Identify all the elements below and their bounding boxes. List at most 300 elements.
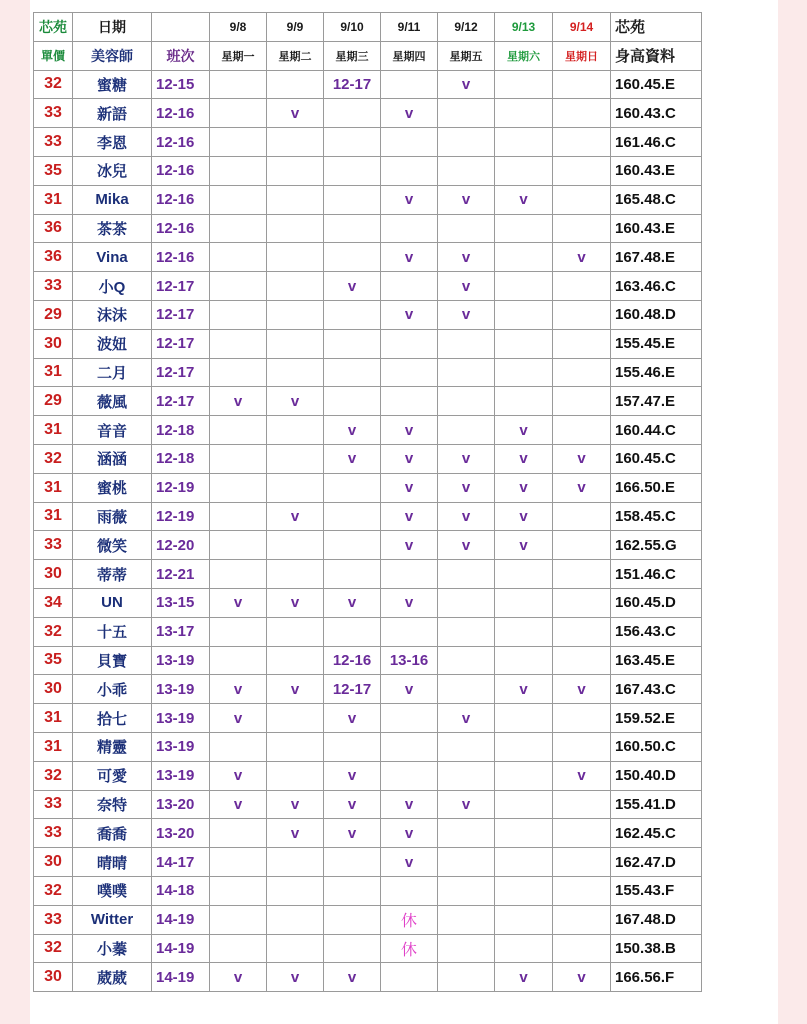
table-row [34,819,702,848]
day-cell [438,214,495,243]
day-cell [381,70,438,99]
day-cell [267,876,324,905]
stats-cell: 163.45.E [611,646,702,675]
stats-column-header: 身高資料 [611,41,702,70]
day-cell [553,214,611,243]
day-cell [553,646,611,675]
table-row [34,185,702,214]
table-row [34,214,702,243]
day-cell: v [438,300,495,329]
day-cell [267,214,324,243]
day-cell [495,819,553,848]
day-cell [210,876,267,905]
day-cell [438,675,495,704]
day-cell [495,300,553,329]
day-cell [495,876,553,905]
beautician-name-cell: 貝寶 [73,646,152,675]
day-cell: v [324,444,381,473]
header-row-labels [34,41,702,70]
day-cell [495,646,553,675]
beautician-name-cell: 噗噗 [73,876,152,905]
day-cell [553,99,611,128]
day-cell [553,617,611,646]
stats-cell: 166.56.F [611,963,702,992]
day-cell [381,876,438,905]
day-cell [381,156,438,185]
day-cell: v [553,675,611,704]
beautician-name-cell: 精靈 [73,732,152,761]
day-cell: 12-17 [324,675,381,704]
table-row [34,243,702,272]
stats-cell: 162.55.G [611,531,702,560]
beautician-name-cell: 蜜桃 [73,473,152,502]
stats-cell: 159.52.E [611,704,702,733]
day-cell [438,128,495,157]
day-cell [495,848,553,877]
price-cell: 33 [34,272,73,301]
shift-cell: 12-18 [152,416,210,445]
weekday-header: 星期三 [324,41,381,70]
stats-cell: 150.38.B [611,934,702,963]
day-cell [324,300,381,329]
price-cell: 32 [34,876,73,905]
stats-cell: 150.40.D [611,761,702,790]
day-cell: v [324,416,381,445]
stats-cell: 160.43.E [611,156,702,185]
weekday-header-sunday: 星期日 [553,41,611,70]
day-cell: v [324,963,381,992]
price-cell: 33 [34,99,73,128]
day-cell: v [324,704,381,733]
price-cell: 30 [34,675,73,704]
day-cell: v [495,473,553,502]
day-cell [495,99,553,128]
beautician-name-cell: 微笑 [73,531,152,560]
day-cell [210,272,267,301]
price-cell: 29 [34,387,73,416]
day-cell: v [381,531,438,560]
day-cell: v [553,243,611,272]
table-row [34,531,702,560]
day-cell [267,156,324,185]
day-cell [438,876,495,905]
price-cell: 32 [34,617,73,646]
price-cell: 30 [34,560,73,589]
day-cell: v [210,761,267,790]
day-cell [553,70,611,99]
day-cell [381,761,438,790]
day-cell: v [438,502,495,531]
price-cell: 35 [34,646,73,675]
price-cell: 33 [34,531,73,560]
shift-cell: 13-19 [152,704,210,733]
day-cell [495,761,553,790]
day-cell [553,732,611,761]
day-cell [438,156,495,185]
price-cell: 29 [34,300,73,329]
day-cell: v [210,675,267,704]
price-cell: 31 [34,473,73,502]
stats-cell: 163.46.C [611,272,702,301]
day-cell: v [381,185,438,214]
day-cell [324,185,381,214]
day-cell [438,761,495,790]
day-cell [324,243,381,272]
day-cell [495,560,553,589]
day-cell [438,934,495,963]
day-cell [210,617,267,646]
day-cell [438,732,495,761]
day-cell [267,531,324,560]
stats-cell: 160.45.D [611,588,702,617]
day-cell: v [267,99,324,128]
day-cell [381,704,438,733]
shift-cell: 14-17 [152,848,210,877]
beautician-column-header: 美容師 [73,41,152,70]
day-cell: v [210,387,267,416]
day-cell [438,99,495,128]
stats-cell: 157.47.E [611,387,702,416]
day-cell [324,934,381,963]
day-cell [210,819,267,848]
beautician-name-cell: 沫沫 [73,300,152,329]
shift-cell: 12-16 [152,214,210,243]
day-cell [267,732,324,761]
day-cell [381,329,438,358]
day-cell: v [267,963,324,992]
stats-cell: 155.41.D [611,790,702,819]
date-header: 9/8 [210,13,267,42]
day-cell [438,819,495,848]
day-cell [495,272,553,301]
beautician-name-cell: Mika [73,185,152,214]
day-cell: v [210,790,267,819]
day-cell [495,128,553,157]
table-row [34,444,702,473]
schedule-sheet [30,0,778,1024]
day-cell [324,876,381,905]
beautician-name-cell: 冰兒 [73,156,152,185]
day-cell [267,934,324,963]
day-cell [267,243,324,272]
weekday-header: 星期四 [381,41,438,70]
beautician-name-cell: 小乖 [73,675,152,704]
table-row [34,99,702,128]
table-row [34,387,702,416]
day-cell: v [210,588,267,617]
day-cell: v [267,588,324,617]
day-cell: v [324,588,381,617]
date-header-saturday: 9/13 [495,13,553,42]
day-cell [495,358,553,387]
day-cell: v [438,444,495,473]
table-row [34,473,702,502]
day-cell [324,156,381,185]
shift-cell: 12-19 [152,502,210,531]
weekday-header: 星期二 [267,41,324,70]
stats-cell: 158.45.C [611,502,702,531]
date-label: 日期 [73,13,152,42]
stats-cell: 161.46.C [611,128,702,157]
day-cell [438,387,495,416]
day-cell [438,646,495,675]
day-cell: v [324,272,381,301]
header-blank-cell [152,13,210,42]
table-row [34,502,702,531]
day-cell [210,905,267,934]
stats-cell: 165.48.C [611,185,702,214]
shift-cell: 12-21 [152,560,210,589]
day-cell: v [495,185,553,214]
stats-cell: 162.47.D [611,848,702,877]
stats-cell: 155.46.E [611,358,702,387]
beautician-name-cell: 波妞 [73,329,152,358]
day-cell: v [324,761,381,790]
beautician-name-cell: 茶茶 [73,214,152,243]
day-cell: v [324,790,381,819]
day-cell [438,617,495,646]
table-row [34,704,702,733]
date-header: 9/9 [267,13,324,42]
day-cell [553,358,611,387]
table-row [34,128,702,157]
stats-cell: 167.48.E [611,243,702,272]
day-cell [438,848,495,877]
day-cell [210,848,267,877]
table-row [34,416,702,445]
price-cell: 31 [34,185,73,214]
price-cell: 30 [34,848,73,877]
day-cell [381,732,438,761]
day-cell [553,387,611,416]
day-cell: v [495,675,553,704]
table-row [34,617,702,646]
price-cell: 31 [34,704,73,733]
price-cell: 36 [34,214,73,243]
day-cell: 休 [381,905,438,934]
stats-cell: 160.43.E [611,214,702,243]
table-row [34,329,702,358]
shift-column-header: 班次 [152,41,210,70]
day-cell: v [381,588,438,617]
day-cell [267,70,324,99]
stats-cell: 160.43.C [611,99,702,128]
table-row [34,761,702,790]
beautician-name-cell: Witter [73,905,152,934]
day-cell [210,243,267,272]
day-cell [438,963,495,992]
day-cell [210,502,267,531]
day-cell: v [553,473,611,502]
price-column-header: 單價 [34,41,73,70]
date-header-sunday: 9/14 [553,13,611,42]
day-cell [553,876,611,905]
day-cell [553,790,611,819]
day-cell [267,358,324,387]
day-cell [210,214,267,243]
beautician-name-cell: 音音 [73,416,152,445]
day-cell [381,358,438,387]
beautician-name-cell: 奈特 [73,790,152,819]
day-cell [381,214,438,243]
day-cell: v [438,70,495,99]
beautician-name-cell: 新語 [73,99,152,128]
day-cell [267,560,324,589]
price-cell: 30 [34,963,73,992]
day-cell: v [438,790,495,819]
price-cell: 31 [34,416,73,445]
schedule-body [34,70,702,992]
day-cell [553,560,611,589]
day-cell: 13-16 [381,646,438,675]
table-row [34,646,702,675]
shift-cell: 12-16 [152,128,210,157]
day-cell [553,934,611,963]
day-cell [438,416,495,445]
day-cell: v [210,704,267,733]
price-cell: 30 [34,329,73,358]
stats-cell: 160.45.E [611,70,702,99]
beautician-name-cell: 十五 [73,617,152,646]
day-cell: v [553,761,611,790]
day-cell [210,560,267,589]
day-cell [553,531,611,560]
stats-cell: 155.45.E [611,329,702,358]
day-cell: v [495,502,553,531]
shift-cell: 12-17 [152,387,210,416]
price-cell: 33 [34,790,73,819]
day-cell: v [267,819,324,848]
beautician-name-cell: 小Q [73,272,152,301]
day-cell [553,272,611,301]
weekday-header: 星期五 [438,41,495,70]
shift-cell: 13-20 [152,819,210,848]
date-header: 9/10 [324,13,381,42]
day-cell: v [210,963,267,992]
day-cell: v [381,473,438,502]
day-cell [553,819,611,848]
day-cell: v [553,444,611,473]
table-row [34,790,702,819]
date-header: 9/12 [438,13,495,42]
day-cell [553,329,611,358]
day-cell: v [381,675,438,704]
price-cell: 32 [34,444,73,473]
price-cell: 32 [34,934,73,963]
day-cell [210,156,267,185]
shift-cell: 14-19 [152,905,210,934]
stats-cell: 162.45.C [611,819,702,848]
shift-cell: 12-17 [152,329,210,358]
price-cell: 36 [34,243,73,272]
day-cell [324,732,381,761]
shift-cell: 13-19 [152,761,210,790]
shift-cell: 14-18 [152,876,210,905]
day-cell [495,329,553,358]
day-cell: v [324,819,381,848]
day-cell: 12-17 [324,70,381,99]
day-cell [267,444,324,473]
day-cell [210,70,267,99]
day-cell [210,934,267,963]
table-row [34,675,702,704]
day-cell [324,99,381,128]
day-cell: v [438,704,495,733]
shift-cell: 13-20 [152,790,210,819]
day-cell [381,128,438,157]
shift-cell: 13-19 [152,646,210,675]
shift-cell: 13-15 [152,588,210,617]
price-cell: 34 [34,588,73,617]
brand-label-left: 芯苑 [34,13,73,42]
day-cell [267,761,324,790]
day-cell [495,934,553,963]
beautician-name-cell: 涵涵 [73,444,152,473]
day-cell: v [267,387,324,416]
shift-cell: 12-16 [152,99,210,128]
day-cell: 12-16 [324,646,381,675]
table-row [34,272,702,301]
day-cell [210,185,267,214]
beautician-name-cell: 二月 [73,358,152,387]
day-cell [267,329,324,358]
shift-cell: 12-17 [152,300,210,329]
shift-cell: 12-20 [152,531,210,560]
beautician-name-cell: 蒂蒂 [73,560,152,589]
price-cell: 33 [34,819,73,848]
day-cell [324,502,381,531]
beautician-name-cell: 喬喬 [73,819,152,848]
shift-cell: 12-15 [152,70,210,99]
day-cell [324,531,381,560]
day-cell: v [495,963,553,992]
day-cell [553,848,611,877]
price-cell: 31 [34,732,73,761]
price-cell: 33 [34,128,73,157]
day-cell [267,704,324,733]
day-cell [210,128,267,157]
date-header: 9/11 [381,13,438,42]
day-cell [210,444,267,473]
day-cell: v [495,531,553,560]
day-cell: v [381,300,438,329]
price-cell: 31 [34,502,73,531]
stats-cell: 160.50.C [611,732,702,761]
day-cell [324,848,381,877]
beautician-name-cell: 可愛 [73,761,152,790]
day-cell [267,185,324,214]
day-cell [210,646,267,675]
weekday-header: 星期一 [210,41,267,70]
brand-label-right: 芯苑 [611,13,702,42]
table-row [34,70,702,99]
day-cell [267,848,324,877]
day-cell [553,905,611,934]
table-row [34,732,702,761]
weekday-header-saturday: 星期六 [495,41,553,70]
day-cell [267,646,324,675]
beautician-name-cell: 葳葳 [73,963,152,992]
beautician-name-cell: 晴晴 [73,848,152,877]
day-cell [495,156,553,185]
stats-cell: 167.48.D [611,905,702,934]
day-cell: v [381,819,438,848]
price-cell: 35 [34,156,73,185]
day-cell: v [438,272,495,301]
day-cell: v [438,185,495,214]
shift-cell: 12-18 [152,444,210,473]
day-cell [438,588,495,617]
